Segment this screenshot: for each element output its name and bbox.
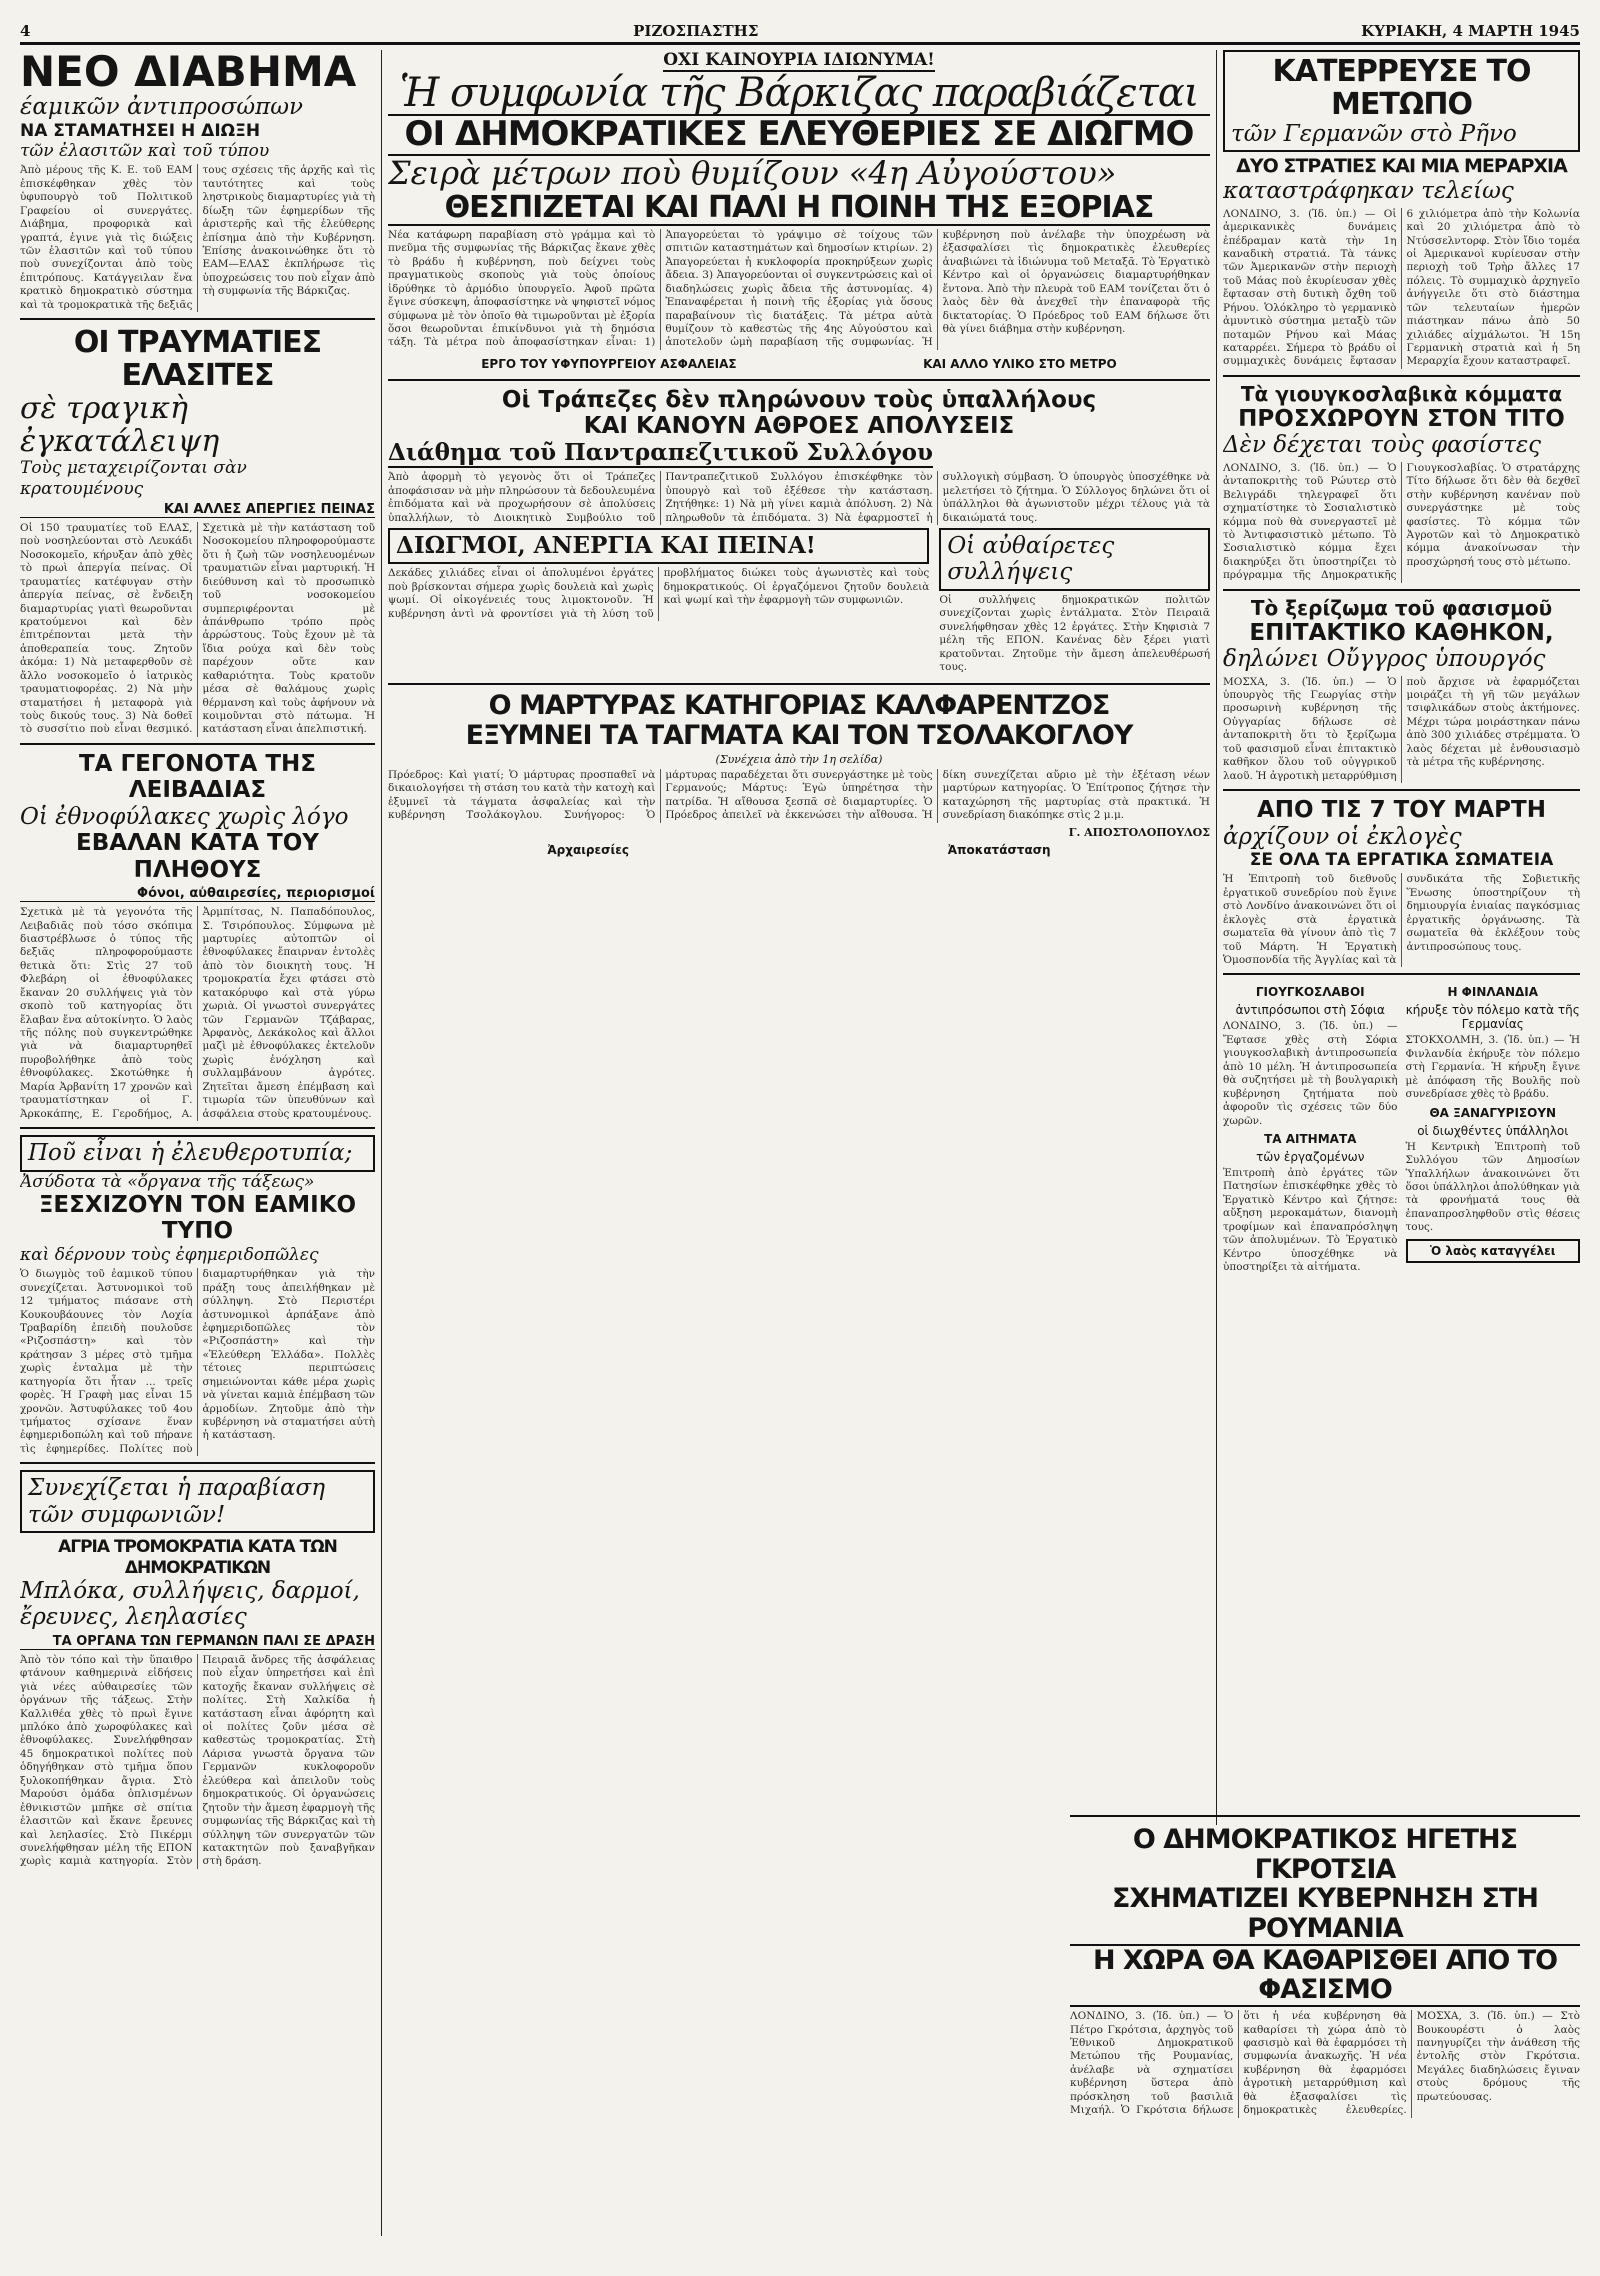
article-body: Ἀπὸ τὸν τόπο καὶ τὴν ὕπαιθρο φτάνουν καθημερινὰ εἰδήσεις γιὰ νέες αὐθαιρεσίες τῶν ὀργάνων τῆς τάξεως. Στὴν Καλλιθέα χθὲς τὸ πρωὶ ἔγινε μπλόκο ἀπὸ χωροφύλακες καὶ ἐθνοφύλακες. Συνελήφθησαν 45 δημοκρατικοὶ πολίτες ποὺ ὁδηγήθηκαν στὸ τμῆμα ὅπου ξυλοκοπήθηκαν ἄγρια. Στὸ Μαρούσι ὁμάδα ὁπλισμένων ἐθνικιστῶν μπῆκε σὲ σπίτια ἐλασιτῶν καὶ ἔκανε ἔρευνες καὶ λεηλασίες. Στὸ Πικέρμι συνελήφθησαν μέλη τῆς ΕΠΟΝ χωρὶς καμιὰ κατηγορία. Στὸν Πειραιᾶ ἄνδρες τῆς ἀσφάλειας ποὺ εἶχαν ὑπηρετήσει καὶ ἐπὶ κατοχῆς ἔκαναν συλλήψεις σὲ πολίτες. Στὴ Χαλκίδα ἡ κατάσταση εἶναι ἀφόρητη καὶ οἱ πολίτες ζοῦν μέσα σὲ καθεστὼς τρομοκρατίας. Στὴ Λάρισα γνωστὰ ὄργανα τῶν Γερμανῶν κυκλοφοροῦν ἐλεύθερα καὶ ἀπειλοῦν τοὺς δημοκρατικούς. Οἱ ὀργανώσεις ζητοῦν τὴν ἄμεση ἐφαρμογὴ τῆς συμφωνίας τῆς Βάρκιζας καὶ τὴ σύλληψη τῶν συνεργατῶν τῶν κατακτητῶν ποὺ ξαναβγῆκαν στὴ δράση. [20, 1653, 375, 1868]
headline-arrests: Οἱ αὐθαίρετες συλλήψεις [939, 528, 1210, 591]
headline-kalfarentzos: Ο ΜΑΡΤΥΡΑΣ ΚΑΤΗΓΟΡΙΑΣ ΚΑΛΦΑΡΕΝΤΖΟΣ [488, 690, 1110, 722]
article-body: Νέα κατάφωρη παραβίαση στὸ γράμμα καὶ τὸ πνεῦμα τῆς συμφωνίας τῆς Βάρκιζας ἔκανε χθὲς τὸ βράδυ ἡ κυβέρνηση, ποὺ δείχνει τοὺς πραγματικοὺς σκοποὺς γιὰ τοὺς ὁποίους ἰδρύθηκε τὸ ἀρμόδιο ὑπουργεῖο. Ἀφοῦ πρῶτα ἔγινε σύσκεψη, ἀποφασίστηκε νὰ ψηφιστεῖ νόμος σύμφωνα μὲ τὸν ὁποῖο θὰ τιμωροῦνται μὲ ἐξορία ὅσοι θεωροῦνται ἐπικίνδυνοι γιὰ τὴ δημόσια τάξη. Τὰ μέτρα ποὺ ἀποφασίστηκαν εἶναι: 1) Ἀπαγορεύεται τὸ γράψιμο σὲ τοίχους τῶν σπιτιῶν καταστημάτων καὶ δημοσίων κτιρίων. 2) Ἀπαγορεύεται ἡ κυκλοφορία προκηρύξεων χωρὶς ἄδεια. 3) Ἀπαγορεύονται οἱ συγκεντρώσεις καὶ οἱ διαδηλώσεις χωρὶς ἄδεια τῆς ἀστυνομίας. 4) Ἐπαναφέρεται ἡ ποινὴ τῆς ἐξορίας γιὰ ὅσους παραβαίνουν τὶς διατάξεις. Τὰ μέτρα αὐτὰ θυμίζουν τὸ καθεστὼς τῆς 4ης Αὐγούστου καὶ ἀποτελοῦν ὠμὴ παραβίαση τῆς συμφωνίας. Ἡ κυβέρνηση ποὺ ἀνέλαβε τὴν ὑποχρέωση νὰ ἐξασφαλίσει τὶς δημοκρατικὲς ἐλευθερίες ἀναβιώνει τὰ ἰδιώνυμα τοῦ Μεταξᾶ. Τὸ Ἐργατικὸ Κέντρο καὶ οἱ ὀργανώσεις διαμαρτυρήθηκαν ἔντονα. Ἀπὸ τὴν πλευρὰ τοῦ ΕΑΜ τονίζεται ὅτι ὁ λαὸς δὲν θὰ ἀνεχθεῖ τὴν ἐπαναφορὰ τῆς δικτατορίας. Ὁ Πρόεδρος τοῦ ΕΑΜ δήλωσε ὅτι θὰ γίνει διάβημα στὴν κυβέρνηση. [388, 228, 1210, 349]
kicker: ΚΑΙ ΑΛΛΕΣ ΑΠΕΡΓΙΕΣ ΠΕΙΝΑΣ [20, 502, 375, 518]
article-body: Ἡ Ἐπιτροπὴ τοῦ διεθνοῦς ἐργατικοῦ συνεδρίου ποὺ ἔγινε στὸ Λονδίνο ἀνακοινώνει ὅτι οἱ ἐκλογὲς στὰ ἐργατικὰ σωματεῖα θὰ γίνουν ἀπὸ τὶς 7 τοῦ Μάρτη. Ἡ Ἐργατικὴ Ὁμοσπονδία τῆς Ἀγγλίας καὶ τὰ συνδικάτα τῆς Σοβιετικῆς Ἕνωσης ὑποστηρίζουν τὴ δημιουργία ἑνιαίας παγκόσμιας ἐργατικῆς ὀργάνωσης. Τὰ σωματεῖα θὰ ἐκλέξουν τοὺς ἀντιπροσώπους τους. [1223, 873, 1580, 966]
subhead: Δὲν δέχεται τοὺς φασίστες [1223, 432, 1542, 459]
masthead [20, 20, 1580, 45]
subhead: σὲ τραγικὴ ἐγκατάλειψη [20, 391, 220, 460]
subhead: δηλώνει Οὔγγρος ὑπουργός [1223, 646, 1546, 673]
section-tag: ΕΡΓΟ ΤΟΥ ΥΦΥΠΟΥΡΓΕΙΟΥ ΑΣΦΑΛΕΙΑΣ [481, 356, 737, 371]
headline-new-demarche: ΝΕΟ ΔΙΑΒΗΜΑ [20, 50, 357, 96]
subhead: ἀρχίζουν οἱ ἐκλογὲς [1223, 823, 1462, 850]
kicker: ΤΑ ΟΡΓΑΝΑ ΤΩΝ ΓΕΡΜΑΝΩΝ ΠΑΛΙ ΣΕ ΔΡΑΣΗ [20, 1634, 375, 1650]
subhead: ΕΞΥΜΝΕΙ ΤΑ ΤΑΓΜΑΤΑ ΚΑΙ ΤΟΝ ΤΣΟΛΑΚΟΓΛΟΥ [465, 720, 1133, 752]
subhead: ΟΙ ΔΗΜΟΚΡΑΤΙΚΕΣ ΕΛΕΥΘΕΡΙΕΣ ΣΕ ΔΙΩΓΜΟ [388, 114, 1210, 155]
subhead: καταστράφηκαν τελείως [1223, 178, 1514, 205]
article-body: ΛΟΝΔΙΝΟ, 3. (Ἰδ. ὑπ.) — Οἱ ἀμερικανικὲς δυνάμεις ἐπέδραμαν κατὰ τὴν 1η καναδικὴ στρατιά. Τὰ τάνκς τῶν Ἀμερικανῶν στὴν περιοχὴ τοῦ Μάας ποὺ ἐκυρίευσαν χθὲς ἔφτασαν στὴ δυτικὴ ὄχθη τοῦ Ρήνου. Ὁλόκληρο τὸ γερμανικὸ ἀμυντικὸ σύστημα μεταξὺ τῶν ποταμῶν Ρήνου καὶ Μάας καταρρέει. Σήμερα τὸ βράδυ οἱ συμμαχικὲς δυνάμεις ἔφτασαν 6 χιλιόμετρα ἀπὸ τὴν Κολωνία καὶ 20 χιλιόμετρα ἀπὸ τὸ Ντύσσελντορφ. Στὸν ἴδιο τομέα οἱ Ἀμερικανοὶ κυρίευσαν στὴν περιοχὴ τοῦ Τρὴρ ἄλλες 17 πόλεις. Τὸ συμμαχικὸ ἀρχηγεῖο ἀνήγγειλε ὅτι στὸ διάστημα τῶν τελευταίων ἡμερῶν πιάστηκαν πάνω ἀπὸ 50 χιλιάδες αἰχμάλωτοι. Ἡ 15η Γερμανικὴ στρατιὰ καὶ ἡ 5η Μεραρχία ἔχουν καταστραφεῖ. [1223, 207, 1580, 368]
subhead: ΚΑΙ ΚΑΝΟΥΝ ΑΘΡΟΕΣ ΑΠΟΛΥΣΕΙΣ [583, 413, 1015, 440]
article-body: Ἀπὸ μέρους τῆς Κ. Ε. τοῦ ΕΑΜ ἐπισκέφθηκαν χθὲς τὸν ὑφυπουργὸ τοῦ Πολιτικοῦ Γραφείου οἱ συνεργάτες. Διάβημα, προφορικὰ καὶ γραπτά, ἐγινε γιὰ τὶς διώξεις τῶν ἐλασιτῶν καὶ τοῦ τύπου ποὺ συνεχίζονται ἀπὸ τοὺς ἐπιτρόπους. Κατάγγειλαν ἕνα κρατικὸ δημοκρατικὸ σύστημα καὶ τὰ τρομοκρατικὰ τῆς δεξιᾶς τους σχέσεις τῆς ἀρχῆς καὶ τὶς ταυτότητες καὶ τοὺς ληστρικοὺς διαμαρτυρίες γιὰ τὴ δίωξη τῶν ἐφημερίδων τῆς ἀριστερῆς καὶ τῆς ἐλεύθερης ἐπίσημα ἀπὸ τὴν Κυβέρνηση. Ἐπίσης ἀνακοινώθηκε ὅτι τὸ ΕΑΜ—ΕΛΑΣ ἐκπλήρωσε τὶς ὑποχρεώσεις του ποὺ εἶχαν ἀπὸ τὴ συμφωνία τῆς Βάρκιζας. [20, 164, 375, 311]
continued-note: (Συνέχεια ἀπὸ τὴν 1η σελίδα) [715, 752, 883, 766]
headline-people-denounce: Ὁ λαὸς καταγγέλει [1406, 1239, 1581, 1263]
paper-name: ΡΙΖΟΣΠΑΣΤΗΣ [633, 22, 759, 40]
headline-finland: Η ΦΙΝΛΑΝΔΙΑ [1447, 985, 1539, 1000]
article-body: Ὁ διωγμὸς τοῦ ἐαμικοῦ τύπου συνεχίζεται. Ἀστυνομικοὶ τοῦ 12 τμήματος πιάσανε στὴ Κουκουβάουνες τὸν Λοχία Τραβαρίδη ἐπειδὴ πουλοῦσε «Ριζοσπάστη» καὶ τὸν κράτησαν 3 μέρες στὸ τμῆμα χωρὶς ἐνταλμα μὲ τὴν κατηγορία ὅτι ἦταν ... τρεῖς φορὲς. Ἡ Γραφὴ μας εἶναι 15 χρονῶν. Ἀστυφύλακες τοῦ 4ου τμήματος σχίσανε ἕναν ἐφημεριδοπώλη καὶ τοῦ πήρανε τὶς ἐφημερίδες. Πολίτες ποὺ διαμαρτυρήθηκαν γιὰ τὴν πράξη τους ἀπειλήθηκαν μὲ σύλληψη. Στὸ Περιστέρι ἀστυνομικοὶ ἀρπάξανε ἀπὸ ἐφημεριδοπῶλες τὸν «Ριζοσπάστη» καὶ τὴν «Ἐλεύθερη Ἑλλάδα». Πολλὲς τέτοιες περιπτώσεις σημειώνονται κάθε μέρα χωρὶς νὰ γίνεται καμιὰ ἐπέμβαση τῶν ἁρμοδίων. Ζητοῦμε ἀπὸ τὴν κυβέρνηση νὰ σταματήσει αὐτὴ ἡ κατάσταση. [20, 1268, 375, 1455]
headline-persecution: ΔΙΩΓΜΟΙ, ΑΝΕΡΓΙΑ ΚΑΙ ΠΕΙΝΑ! [388, 528, 929, 564]
byline: Γ. ΑΠΟΣΤΟΛΟΠΟΥΛΟΣ [1068, 825, 1210, 839]
article-body: Ἡ Κεντρικὴ Ἐπιτροπὴ τοῦ Συλλόγου τῶν Δημοσίων Ὑπαλλήλων ἀνακοινώνει ὅτι ὅσοι ὑπάλληλοι ἀπολύθηκαν γιὰ τὰ φρονήματά τους θὰ ἐπαναπροσληφθοῦν στὶς θέσεις τους. [1405, 1140, 1580, 1234]
article-romania [1070, 1825, 1580, 2236]
subhead: ΞΕΣΧΙΖΟΥΝ ΤΟΝ ΕΑΜΙΚΟ ΤΥΠΟ [38, 1191, 357, 1245]
subhead: Σειρὰ μέτρων ποὺ θυμίζουν «4η Αὐγούστου» [388, 153, 1117, 192]
article-body: ΣΤΟΚΧΟΛΜΗ, 3. (Ἰδ. ὑπ.) — Ἡ Φινλανδία ἐκήρυξε τὸν πόλεμο στὴ Γερμανία. Ἡ κήρυξη ἔγινε μὲ ἀπόφαση τῆς Βουλῆς ποὺ συνεδρίασε χθὲς τὸ βράδυ. [1405, 1034, 1580, 1101]
subhead: Μπλόκα, συλλήψεις, δαρμοί, ἔρευνες, λεηλασίες [20, 1577, 360, 1631]
headline-union-elections: ΑΠΟ ΤΙΣ 7 ΤΟΥ ΜΑΡΤΗ [1257, 797, 1546, 824]
subhead: οἱ διωχθέντες ὑπάλληλοι [1417, 1123, 1569, 1138]
subhead: ΕΠΙΤΑΚΤΙΚΟ ΚΑΘΗΚΟΝ, [1249, 619, 1554, 646]
subhead: καὶ δέρνουν τοὺς ἐφημεριδοπῶλες [20, 1244, 319, 1265]
subhead: Ἀσύδοτα τὰ «ὄργανα τῆς τάξεως» [20, 1171, 315, 1192]
column-left [20, 50, 375, 2236]
subhead: ΘΕΣΠΙΖΕΤΑΙ ΚΑΙ ΠΑΛΙ Η ΠΟΙΝΗ ΤΗΣ ΕΞΟΡΙΑΣ [388, 191, 1210, 226]
subhead: ΣΧΗΜΑΤΙΖΕΙ ΚΥΒΕΡΝΗΣΗ ΣΤΗ ΡΟΥΜΑΝΙΑ [1070, 1884, 1580, 1945]
subhead: ΝΑ ΣΤΑΜΑΤΗΣΕΙ Η ΔΙΩΞΗ [20, 120, 261, 141]
subhead: Οἱ ἐθνοφύλακες χωρὶς λόγο [20, 803, 349, 830]
subhead: τῶν ἐργαζομένων [1256, 1149, 1365, 1164]
article-body: Δεκάδες χιλιάδες εἶναι οἱ ἀπολυμένοι ἐργάτες ποὺ βρίσκονται σήμερα χωρὶς δουλειὰ καὶ χωρὶς ψωμί. Οἱ οἰκογένειές τους λιμοκτονοῦν. Ἡ κυβέρνηση ἀντὶ νὰ φροντίσει γιὰ τὴ λύση τοῦ προβλήματος διώκει τοὺς ἀγωνιστὲς καὶ τοὺς δημοκρατικούς. Οἱ ἐργαζόμενοι ζητοῦν δουλειὰ καὶ ψωμί καὶ τὴν ἐφαρμογὴ τῶν συμφωνιῶν. [388, 567, 930, 620]
subhead: ΕΒΑΛΑΝ ΚΑΤΑ ΤΟΥ ΠΛΗΘΟΥΣ [76, 830, 319, 883]
article-body: ΛΟΝΔΙΝΟ, 3. (Ἰδ. ὑπ.) — Ἔφτασε χθὲς στὴ Σόφια γιουγκοσλαβικὴ ἀντιπροσωπεία ἀπὸ 10 μέλη. Ἡ ἀντιπροσωπεία θὰ συζητήσει μὲ τὴ βουλγαρικὴ κυβέρνηση ζητήματα ποὺ ἀφοροῦν τὶς σχέσεις τῶν δύο χωρῶν. [1223, 1020, 1398, 1127]
subhead: ΠΡΟΣΧΩΡΟΥΝ ΣΤΟΝ ΤΙΤΟ [1238, 405, 1565, 432]
headline-varkiza: Ἡ συμφωνία τῆς Βάρκιζας παραβιάζεται [399, 70, 1199, 117]
kicker: ΟΧΙ ΚΑΙΝΟΥΡΙΑ ΙΔΙΩΝΥΜΑ! [663, 50, 935, 72]
subhead: τῶν Γερμανῶν στὸ Ρῆνο [1231, 121, 1517, 147]
headline-fascism-uprooting: Τὸ ξερίζωμα τοῦ φασισμοῦ [1250, 595, 1553, 620]
subhead: Διάθημα τοῦ Παντραπεζιτικοῦ Συλλόγου [388, 440, 933, 468]
article-body: Οἱ 150 τραυματίες τοῦ ΕΛΑΣ, ποὺ νοσηλεύονται στὸ Λευκάδι Νοσοκομεῖο, κήρυξαν ἀπὸ χθὲς τὸ πρωὶ ἀπεργία πείνας. Οἱ τραυματίες κατέφυγαν στὴν ἀπεργία πείνας, σὲ ἔνδειξη διαμαρτυρίας γιατὶ θεωροῦνται κρατούμενοι καὶ δὲν ἐπιτρέπονται μετὰ τὴν ἀποθεραπεία τους. Ζητοῦν ἀκόμα: 1) Νὰ μεταφερθοῦν σὲ ἄλλο νοσοκομεῖο ὁ ἰατρικὸς τραυματιοφορέας. 2) Νὰ μὴν σταματήσει ἡ μεταφορὰ γιὰ τοὺς δικούς τους. 3) Νὰ δοθεῖ τὸ συσσίτιο ποὺ εἶναι θεσμικό. Σχετικὰ μὲ τὴν κατάσταση τοῦ Νοσοκομείου πληροφορούμαστε ὅτι ἡ ζωὴ τῶν νοσηλευομένων τραυματιῶν εἶναι μαρτυρική. Ἡ διεύθυνση καὶ τὸ προσωπικὸ τοῦ νοσοκομείου συμπεριφέρονται μὲ ἀπάνθρωπο τρόπο πρὸς ἀρρώστους. Τοὺς ἔχουν μὲ τὰ ἴδια ρούχα καὶ δὲν τοὺς παρέχουν οὔτε καν καθαριότητα. Τοὺς κρατοῦν μέσα σὲ θαλάμους χωρὶς θέρμανση καὶ τοὺς ἀφήνουν νὰ κοιμοῦνται στὸ πάτωμα. Ἡ κατάσταση εἶναι ἀπελπιστική. [20, 521, 375, 736]
headline-demands: ΤΑ ΑΙΤΗΜΑΤΑ [1264, 1131, 1357, 1146]
article-body: ΜΟΣΧΑ, 3. (Ἰδ. ὑπ.) — Ὁ ὑπουργὸς τῆς Γεωργίας στὴν προσωρινὴ κυβέρνηση τῆς Οὐγγαρίας δήλωσε σὲ ἀνταποκριτὴ ὅτι τὸ ξερίζωμα τοῦ φασισμοῦ εἶναι ἐπιτακτικὸ καθῆκον ὅλου τοῦ οὐγγρικοῦ λαοῦ. Ἡ ἀγροτικὴ μεταρρύθμιση ποὺ ἄρχισε νὰ ἐφαρμόζεται μοιράζει τὴ γῆ τῶν μεγάλων τσιφλικάδων στοὺς ἀκτήμονες. Μέχρι τώρα μοιράστηκαν πάνω ἀπὸ 300 χιλιάδες στρέμματα. Ὁ λαὸς δέχεται μὲ ἐνθουσιασμὸ τὰ μέτρα τῆς κυβέρνησης. [1223, 675, 1580, 782]
subhead: Τοὺς μεταχειρίζονται σὰν κρατουμένους [20, 458, 247, 499]
article-body: ΛΟΝΔΙΝΟ, 3. (Ἰδ. ὑπ.) — Ὁ Πέτρο Γκρότσια, ἀρχηγὸς τοῦ Ἐθνικοῦ Δημοκρατικοῦ Μετώπου τῆς Ρουμανίας, ἀνέλαβε νὰ σχηματίσει κυβέρνηση ὕστερα ἀπὸ πρόσκληση τοῦ βασιλιᾶ Μιχαήλ. Ὁ Γκρότσια δήλωσε ὅτι ἡ νέα κυβέρνηση θὰ καθαρίσει τὴ χώρα ἀπὸ τὸ φασισμὸ καὶ θὰ ἐφαρμόσει τὴ συμφωνία ἀνακωχῆς. Ἡ νέα κυβέρνηση θὰ ἐφαρμόσει ἀγροτικὴ μεταρρύθμιση καὶ θὰ ἐξασφαλίσει τὶς δημοκρατικὲς ἐλευθερίες. ΜΟΣΧΑ, 3. (Ἰδ. ὑπ.) — Στὸ Βουκουρέστι ὁ λαὸς πανηγυρίζει τὴν ἀνάθεση τῆς ἐντολῆς στὸν Γκρότσια. Μεγάλες διαδηλώσεις ἔγιναν στοὺς δρόμους τῆς πρωτεύουσας. [1070, 2010, 1580, 2117]
headline-press-freedom: Ποῦ εἶναι ἡ ἐλευθεροτυπία; [20, 1135, 375, 1171]
headline-leivadia: ΤΑ ΓΕΓΟΝΟΤΑ ΤΗΣ ΛΕΙΒΑΔΙΑΣ [78, 750, 317, 804]
kicker: Φόνοι, αὐθαιρεσίες, περιορισμοί [20, 886, 375, 902]
issue-date: ΚΥΡΙΑΚΗ, 4 ΜΑΡΤΗ 1945 [1361, 22, 1580, 40]
article-body: ΛΟΝΔΙΝΟ, 3. (Ἰδ. ὑπ.) — Ὁ ἀνταποκριτὴς τοῦ Ρώυτερ στὸ Βελιγράδι τηλεγραφεῖ ὅτι σχηματίστηκε τὸ Σοσιαλιστικὸ κόμμα ποὺ θὰ συνεργαστεῖ μὲ τὸ Ἀντιφασιστικὸ μέτωπο. Τὸ Σοσιαλιστικὸ κόμμα ἔχει διακηρύξει ὅτι ὑποστηρίζει τὸ πρόγραμμα τῆς Δημοκρατικῆς Γιουγκοσλαβίας. Ὁ στρατάρχης Τίτο δήλωσε ὅτι δὲν θὰ δεχθεῖ στὴν κυβέρνηση κανέναν ποὺ συνεργάστηκε μὲ τοὺς φασίστες. Τὸ κόμμα τῶν Ἀγροτῶν καὶ τὸ Δημοκρατικὸ κόμμα ἀνακοίνωσαν τὴν προσχώρησή τους στὸ μέτωπο. [1223, 461, 1580, 582]
subhead: ΣΕ ΟΛΑ ΤΑ ΕΡΓΑΤΙΚΑ ΣΩΜΑΤΕΙΑ [1249, 849, 1554, 870]
article-body: Οἱ συλλήψεις δημοκρατικῶν πολιτῶν συνεχίζονται χωρὶς ἐντάλματα. Στὸν Πειραιᾶ συνελήφθησαν χθὲς 12 ἐργάτες. Στὴν Κηφισιὰ 7 μέλη τῆς ΕΠΟΝ. Κανένας δὲν ξέρει γιατὶ κρατοῦνται. Ζητοῦμε τὴν ἄμεση ἀπελευθέρωσή τους. [939, 593, 1210, 674]
section-tag: ΚΑΙ ΑΛΛΟ ΥΛΙΚΟ ΣΤΟ ΜΕΤΡΟ [923, 356, 1117, 371]
headline-front-collapse: ΚΑΤΕΡΡΕΥΣΕ ΤΟ ΜΕΤΩΠΟ [1272, 54, 1531, 122]
headline-banks: Οἱ Τράπεζες δὲν πληρώνουν τοὺς ὑπαλλήλους [501, 386, 1097, 413]
headline-yugoslavs-sofia: ΓΙΟΥΓΚΟΣΛΑΒΟΙ [1255, 985, 1365, 1000]
section-tag: Ἀρχαιρεσίες [547, 842, 629, 857]
section-tag: Ἀποκατάσταση [947, 842, 1051, 857]
headline-violation: Συνεχίζεται ἡ παραβίαση τῶν συμφωνιῶν! [20, 1470, 375, 1533]
newspaper-page [20, 20, 1580, 2236]
article-body: Πρόεδρος: Καὶ γιατί; Ὁ μάρτυρας προσπαθεῖ νὰ δικαιολογήσει τὴ στάση του κατὰ τὴν κατοχὴ καὶ ἐξυμνεῖ τὰ τάγματα ἀσφαλείας καὶ τὴν κυβέρνηση Τσολάκογλου. Συνήγορος: Ὁ μάρτυρας παραδέχεται ὅτι συνεργάστηκε μὲ τοὺς Γερμανούς; Μάρτυς: Ἐγὼ ὑπηρέτησα τὴν πατρίδα. Ἡ αἴθουσα ξεσπᾶ σὲ διαμαρτυρίες. Ὁ Πρόεδρος ἀπειλεῖ νὰ ἐκκενώσει τὴν αἴθουσα. Ἡ δίκη συνεχίζεται αὔριο μὲ τὴν ἐξέταση νέων μαρτύρων κατηγορίας. Ὁ Ἐπίτροπος ζήτησε τὴν καταχώρηση τῆς μαρτυρίας στὰ πρακτικά. Ἡ συνεδρίαση διακόπηκε στὶς 2 μ.μ. [388, 768, 1210, 822]
subhead: τῶν ἐλασιτῶν καὶ τοῦ τύπου [20, 140, 270, 161]
headline-return: ΘΑ ΞΑΝΑΓΥΡΙΣΟΥΝ [1429, 1105, 1557, 1120]
article-body: Ἀπὸ ἀφορμὴ τὸ γεγονὸς ὅτι οἱ Τράπεζες ἀποφάσισαν νὰ μὴν πληρώσουν τὰ δεδουλευμένα ἐπιδόματα καὶ νὰ προχωρήσουν σὲ ἀπολύσεις ὑπαλλήλων, τὸ Διοικητικὸ Συμβούλιο τοῦ Παντραπεζιτικοῦ Συλλόγου ἐπισκέφθηκε τὸν ὑπουργὸ καὶ τοῦ ἐξέθεσε τὴν κατάσταση. Ζητήθηκε: 1) Νὰ μὴ γίνει καμιὰ ἀπόλυση. 2) Νὰ πληρωθοῦν τὰ ἐπιδόματα. 3) Νὰ ἐφαρμοστεῖ ἡ συλλογικὴ σύμβαση. Ὁ ὑπουργὸς ὑποσχέθηκε νὰ μελετήσει τὸ ζήτημα. Ὁ Σύλλογος δηλώνει ὅτι οἱ ὑπάλληλοι θὰ ἀγωνιστοῦν μέχρι τέλους γιὰ τὰ δικαιώματά τους. [388, 471, 1210, 524]
headline-groza: Ο ΔΗΜΟΚΡΑΤΙΚΟΣ ΗΓΕΤΗΣ ΓΚΡΟΤΣΙΑ [1132, 1825, 1518, 1885]
article-body: Σχετικὰ μὲ τὰ γεγονότα τῆς Λειβαδιᾶς ποὺ τόσο σκόπιμα διαστρέβλωσε ὁ τύπος τῆς δεξιᾶς πληροφορούμαστε θετικὰ ὅτι: Στὶς 27 τοῦ Φλεβάρη οἱ ἐθνοφύλακες ἔκαναν 20 συλλήψεις γιὰ τὸν σκοπὸ τοῦ κατηγορίας ὅτι ἔλαβαν ἔνα αὐτοκίνητο. Ὁ λαὸς τῆς πόλης ποὺ συγκεντρώθηκε γιὰ νὰ διαμαρτυρηθεῖ πυροβολήθηκε ἀπὸ τοὺς ἐθνοφύλακες. Σκοτώθηκε ἡ Μαρία Ἀρβανίτη 17 χρονῶν καὶ τραυματίστηκαν οἱ Γ. Ἀρκοκάπης, Ε. Γεροδήμος, Α. Ἀρμπίτσας, Ν. Παπαδόπουλος, Σ. Τσιρόπουλος. Σύμφωνα μὲ μαρτυρίες αὐτοπτῶν οἱ ἐθνοφύλακες ἔπαιρναν ἐντολὲς ἀπὸ τὸν διοικητὴ τους. Ἡ τρομοκρατία ἔχει φτάσει στὸ κατακόρυφο καὶ στὰ γύρω χωριὰ. Οἱ γνωστοὶ συνεργάτες τῶν Γερμανῶν Τζάβαρας, Ἀρφανὸς, Δεκάκολος καὶ ἄλλοι μαζὶ μὲ ἐθνοφύλακες ἐκτελοῦν χωρὶς ἐνόχληση καὶ συλλαμβάνουν ἀγρότες. Ζητεῖται ἄμεση ἐπέμβαση καὶ τιμωρία τῶν ὑπευθύνων καὶ ἀσφάλεια στοὺς κρατουμένους. [20, 906, 375, 1120]
headline-wounded-elasites: ΟΙ ΤΡΑΥΜΑΤΙΕΣ ΕΛΑΣΙΤΕΣ [73, 325, 322, 394]
subhead: ΑΓΡΙΑ ΤΡΟΜΟΚΡΑΤΙΑ ΚΑΤΑ ΤΩΝ ΔΗΜΟΚΡΑΤΙΚΩΝ [58, 1537, 337, 1578]
subhead: κήρυξε τὸν πόλεμο κατὰ τῆς Γερμανίας [1405, 1003, 1580, 1032]
subhead: ἀντιπρόσωποι στὴ Σόφια [1235, 1003, 1385, 1018]
subhead: Η ΧΩΡΑ ΘΑ ΚΑΘΑΡΙΣΘΕΙ ΑΠΟ ΤΟ ΦΑΣΙΣΜΟ [1070, 1946, 1580, 2007]
subhead: ΔΥΟ ΣΤΡΑΤΙΕΣ ΚΑΙ ΜΙΑ ΜΕΡΑΡΧΙΑ [1236, 155, 1567, 178]
headline-yugoslav-parties: Τὰ γιουγκοσλαβικὰ κόμματα [1240, 381, 1563, 406]
article-body: Ἐπιτροπὴ ἀπὸ ἐργάτες τῶν Πατησίων ἐπισκέφθηκε χθὲς τὸ Ἐργατικὸ Κέντρο καὶ ζήτησε: αὔξηση μεροκαμάτων, διανομὴ τροφίμων καὶ ἐπαναπρόσληψη τῶν ἀπολυμένων. Τὸ Ἐργατικὸ Κέντρο ὑποσχέθηκε νὰ ὑποστηρίξει τὰ αἰτήματα. [1223, 1166, 1398, 1273]
page-number: 4 [20, 22, 31, 40]
subhead: έαμικῶν ἀντιπροσώπων [20, 94, 304, 121]
